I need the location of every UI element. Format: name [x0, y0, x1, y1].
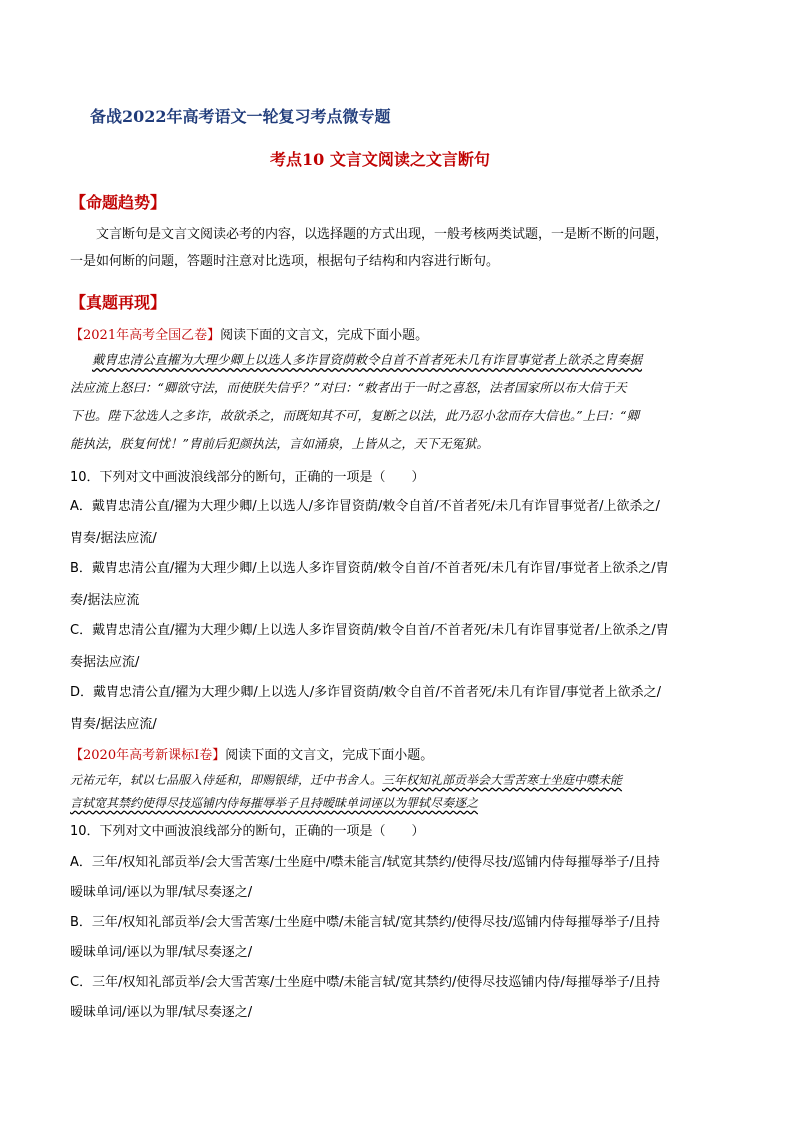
q2021-option-d-line-1[interactable]: D．戴胄忠清公直/擢为大理少卿/上以选人/多诈冒资荫/敕令自首/不首者死/未几有诈冒/事觉者上欲杀之/	[70, 685, 662, 700]
q2020-instruction: 阅读下面的文言文，完成下面小题。	[225, 748, 434, 763]
q2020-passage-line-2	[70, 794, 478, 811]
q2020-passage-line-1	[70, 771, 622, 788]
q2021-passage-text-2: 法应流上怒曰：“卿欲守法，而使朕失信乎？”对曰：“敕者出于一时之喜怒，法者国家所以布大信于天	[70, 380, 627, 395]
q2021-question: 10．下列对文中画波浪线部分的断句，正确的一项是（ ）	[70, 470, 425, 485]
q2021-option-b-line-2[interactable]: 奏/据法应流	[70, 593, 140, 608]
q2020-source: 【2020年高考新课标Ⅰ卷】	[70, 748, 226, 763]
q2021-passage-wavy-1: 戴胄忠清公直擢为大理少卿上以选人多诈冒资荫敕令自首不首者死未几有诈冒事觉者上欲杀之胄奏据	[92, 352, 643, 367]
q2020-passage-wavy-1: 三年权知礼部贡举会大雪苦寒士坐庭中噤未能	[382, 773, 623, 787]
q2020-option-a-line-2[interactable]: 暧昧单词/诬以为罪/轼尽奏逐之/	[70, 885, 253, 900]
q2020-header	[70, 744, 433, 763]
topic-title: 考点10 文言文阅读之文言断句	[270, 150, 490, 169]
q2021-option-c-line-1[interactable]: C．戴胄忠清公直/擢为大理少卿/上以选人多诈冒资荫/敕令自首/不首者死/未几有诈冒事觉者/上欲杀之/胄	[70, 623, 669, 638]
q2021-passage-line-2	[70, 378, 627, 396]
q2021-option-c-line-2[interactable]: 奏据法应流/	[70, 655, 140, 670]
q2021-header	[70, 324, 428, 343]
q2021-option-d-line-2[interactable]: 胄奏/据法应流/	[70, 717, 157, 732]
q2020-option-a-line-1[interactable]: A．三年/权知礼部贡举/会大雪苦寒/士坐庭中/噤未能言/轼宽其禁约/使得尽技/巡铺内侍每摧辱举子/且持	[70, 855, 660, 870]
q2021-passage-text-3: 下也。陛下忿选人之多诈，故欲杀之，而既知其不可，复断之以法，此乃忍小忿而存大信也。”上曰：“卿	[70, 408, 640, 423]
q2020-passage-plain: 元祐元年，轼以七品服入侍延和，即赐银绯，迁中书舍人。	[70, 773, 383, 787]
q2021-passage-line-4	[70, 434, 489, 452]
q2021-passage-text-4: 能执法，朕复何忧！”胄前后犯颜执法，言如涌泉，上皆从之，天下无冤狱。	[70, 436, 489, 451]
trend-line-1: 文言断句是文言文阅读必考的内容，以选择题的方式出现，一般考核两类试题，一是断不断的问题，	[96, 227, 669, 242]
q2020-option-c-line-2[interactable]: 暧昧单词/诬以为罪/轼尽奏逐之/	[70, 1005, 253, 1020]
q2020-option-c-line-1[interactable]: C．三年/权知礼部贡举/会大雪苦寒/士坐庭中噤/未能言轼/宽其禁约/使得尽技巡铺内侍/每摧辱举子/且持	[70, 975, 661, 990]
q2021-option-a-line-2[interactable]: 胄奏/据法应流/	[70, 531, 157, 546]
q2021-source: 【2021年高考全国乙卷】	[70, 328, 221, 343]
q2020-option-b-line-1[interactable]: B．三年/权知礼部贡举/会大雪苦寒/士坐庭中噤/未能言轼/宽其禁约/使得尽技/巡铺内侍每摧辱举子/且持	[70, 915, 660, 930]
q2021-passage-line-1	[92, 350, 642, 368]
q2020-passage-wavy-2: 言轼宽其禁约使得尽技巡铺内侍每摧辱举子且持暧昧单词诬以为罪轼尽奏逐之	[70, 796, 479, 810]
q2021-passage-line-3	[70, 406, 639, 424]
q2020-option-b-line-2[interactable]: 暧昧单词/诬以为罪/轼尽奏逐之/	[70, 945, 253, 960]
review-heading: 【真题再现】	[70, 293, 167, 312]
q2020-question: 10．下列对文中画波浪线部分的断句，正确的一项是（ ）	[70, 824, 425, 839]
q2021-instruction: 阅读下面的文言文，完成下面小题。	[220, 328, 429, 343]
q2021-option-b-line-1[interactable]: B．戴胄忠清公直/擢为大理少卿/上以选人多诈冒资荫/敕令自首/不首者死/未几有诈冒/事觉者上欲杀之/胄	[70, 561, 669, 576]
trend-heading: 【命题趋势】	[70, 193, 167, 212]
q2021-option-a-line-1[interactable]: A．戴胄忠清公直/擢为大理少卿/上以选人/多诈冒资荫/敕令自首/不首者死/未几有诈冒事觉者/上欲杀之/	[70, 499, 660, 514]
trend-line-2: 一是如何断的问题，答题时注意对比选项，根据句子结构和内容进行断句。	[70, 254, 500, 269]
series-title: 备战2022年高考语文一轮复习考点微专题	[90, 107, 391, 126]
